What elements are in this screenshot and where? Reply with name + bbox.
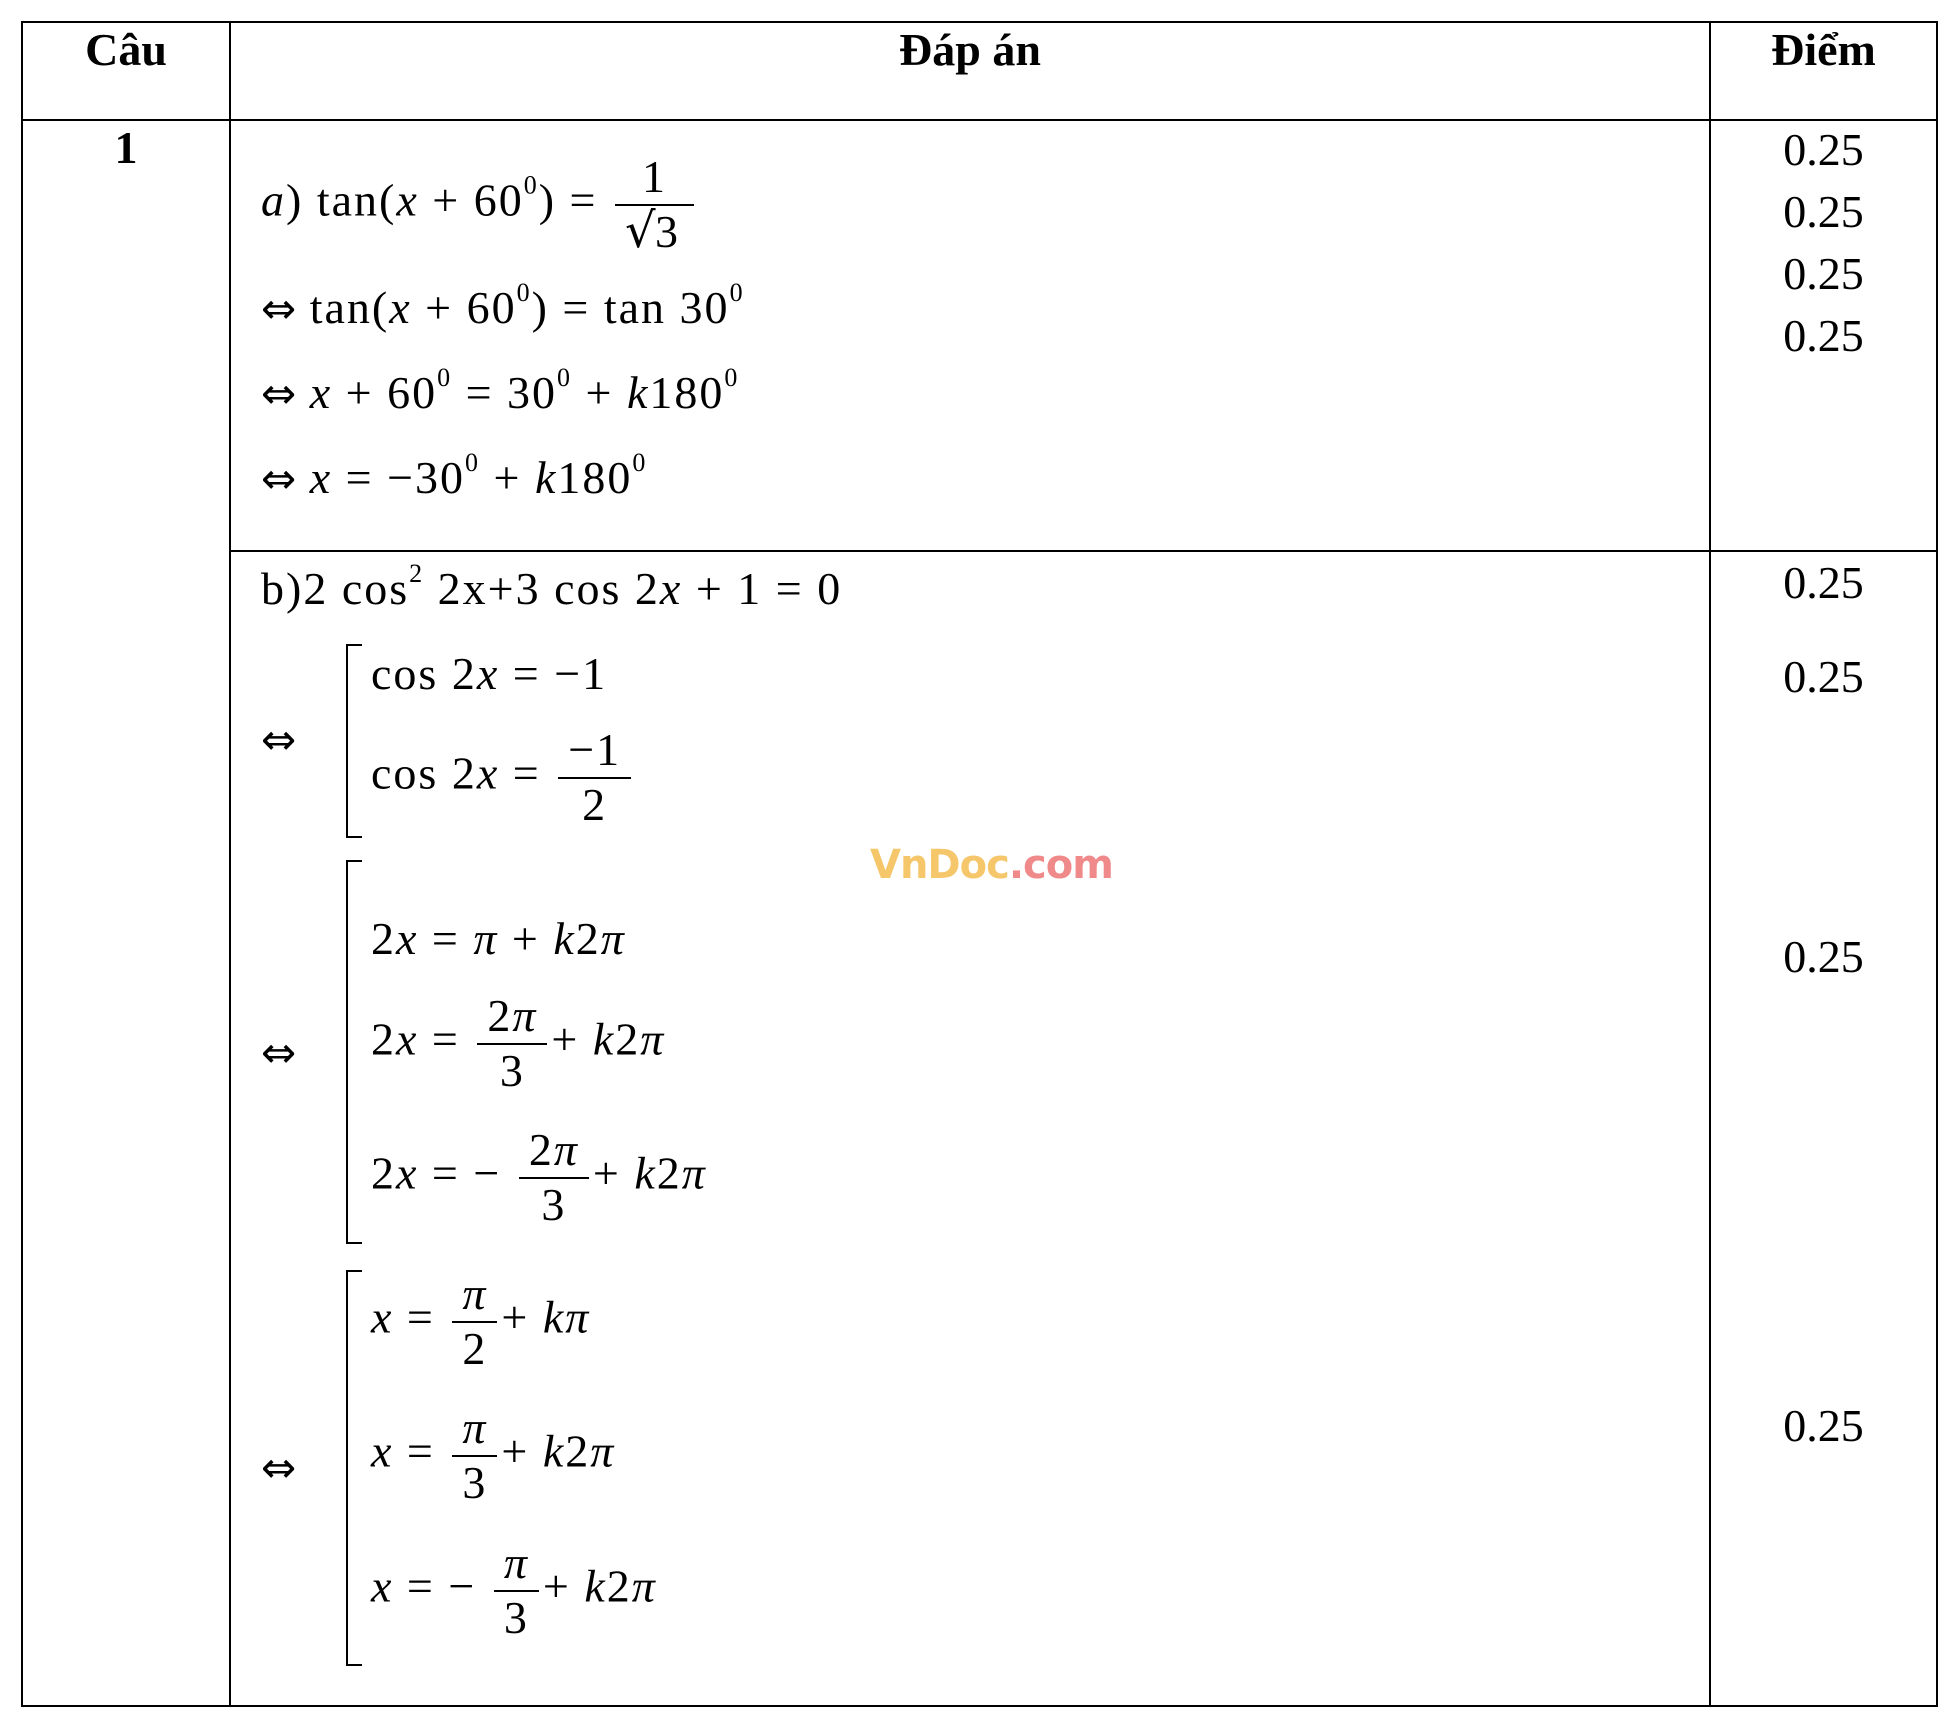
eq-b-2b: cos 2x = $\frac{-1}{2}$	[371, 724, 635, 832]
question-number: 1	[22, 120, 230, 1706]
bracket-1	[346, 644, 362, 838]
answer-part-b	[230, 551, 1710, 1706]
answer-part-a	[230, 120, 1710, 551]
bracket-3	[346, 1270, 362, 1666]
row-part-b	[22, 551, 1937, 1706]
eq-b-4a: x = $\frac{\pi}{2}$ + kπ	[371, 1268, 591, 1374]
eq-b-4b: x = $\frac{\pi}{3}$ + k2π	[371, 1402, 616, 1508]
header-dap-an: Đáp án	[230, 22, 1710, 120]
eq-a-1: a) $\tan(x + 60^0)$ = 1 √ 3	[261, 151, 698, 259]
score-b-2: 0.25	[1783, 651, 1864, 702]
score-b-3: 0.25	[1783, 931, 1864, 982]
eq-b-4-iff: ⇔	[261, 1443, 297, 1492]
score-a-1: 0.25	[1783, 124, 1864, 175]
eq-b-1: b)2 $\cos^2 2x+3$ cos 2x + 1 = 0	[261, 559, 843, 614]
eq-b-3-iff: ⇔	[261, 1028, 297, 1077]
eq-a-2: ⇔ $\tan(x + 60^0) = \tan 30^0$	[261, 278, 745, 333]
watermark-logo: VnDoc.com	[870, 842, 1113, 888]
header-cau: Câu	[22, 22, 230, 120]
score-b-1: 0.25	[1783, 557, 1864, 608]
row-part-a	[22, 120, 1937, 551]
scores-part-b	[1710, 551, 1937, 1706]
eq-a-3: ⇔ $x + 60^0 = 30^0 + k180^0$	[261, 363, 740, 418]
eq-b-2a: cos 2x = −1	[371, 648, 608, 699]
score-b-4: 0.25	[1783, 1400, 1864, 1451]
header-row	[22, 22, 1937, 120]
header-diem: Điểm	[1710, 22, 1937, 120]
score-a-3: 0.25	[1783, 248, 1864, 299]
bracket-2	[346, 860, 362, 1244]
eq-b-4c: x = − $\frac{\pi}{3}$ + k2π	[371, 1537, 657, 1643]
eq-b-3a: 2x = π + k2π	[371, 913, 626, 964]
score-a-2: 0.25	[1783, 186, 1864, 237]
score-a-4: 0.25	[1783, 310, 1864, 361]
eq-b-3b: 2x = $\frac{2\pi}{3}$ + k2π	[371, 990, 666, 1096]
scores-part-a	[1710, 120, 1937, 551]
eq-a-4: ⇔ $x = -30^0 + k180^0$	[261, 448, 648, 503]
eq-b-2-iff: ⇔	[261, 715, 297, 764]
eq-b-3c: 2x = − $\frac{2\pi}{3}$ + k2π	[371, 1124, 707, 1230]
